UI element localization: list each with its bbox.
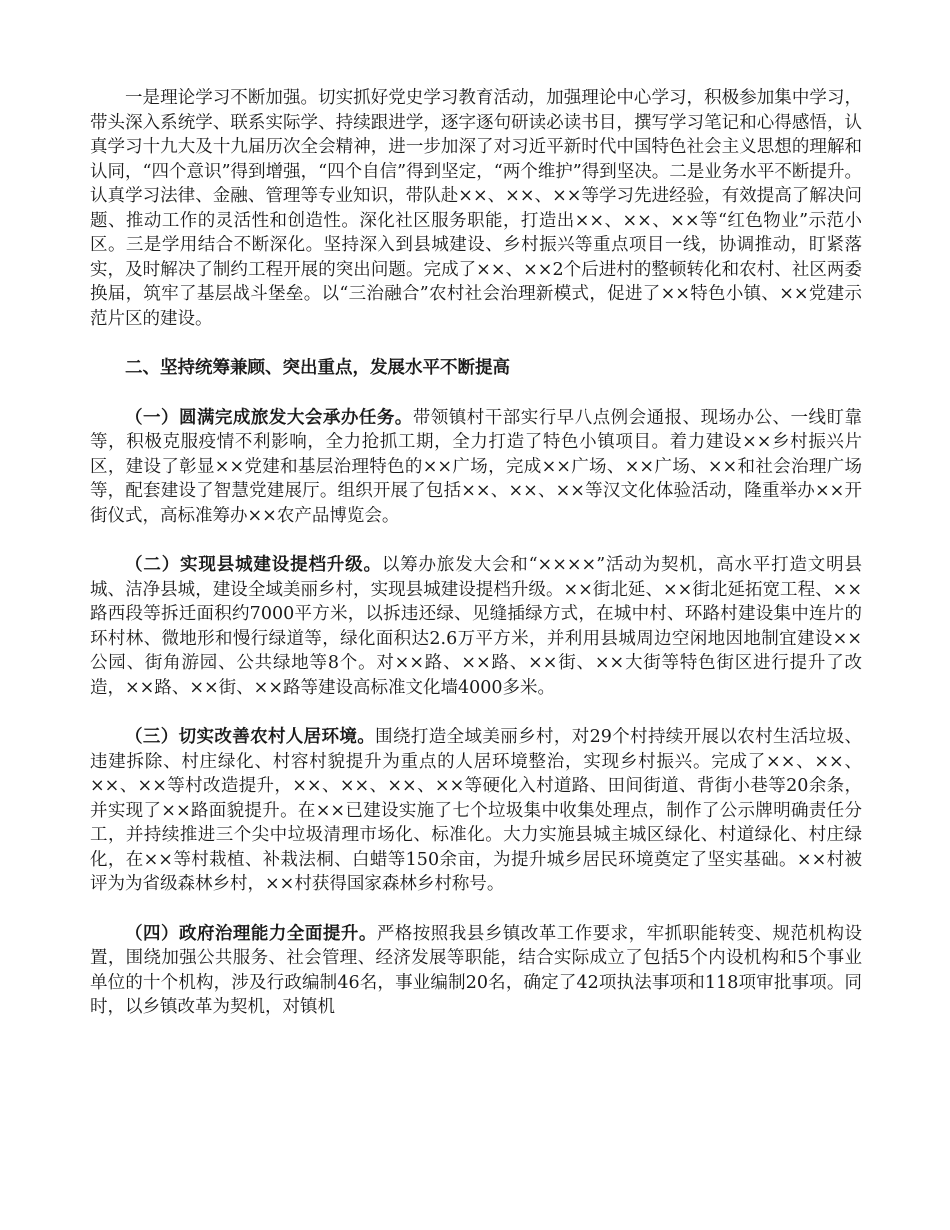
section-paragraph-3	[90, 725, 862, 897]
section-paragraph-4	[90, 922, 862, 1020]
paragraph-lead: （四）政府治理能力全面提升。	[125, 923, 377, 944]
paragraph-body: 围绕打造全域美丽乡村，对29个村持续开展以农村生活垃圾、违建拆除、村庄绿化、村容村貌提升为重点的人居环境整治，实现乡村振兴。完成了××、××、××、××等村改造提升，××、××、××、××等硬化入村道路、田间街道、背街小巷等20余条，并实现了××路面貌提升。在××已建设实施了七个垃圾集中收集处理点，制作了公示牌明确责任分工，并持续推进三个尖中垃圾清理市场化、标准化。大力实施县城主城区绿化、村道绿化、村庄绿化，在××等村栽植、补栽法桐、白蜡等150余亩，为提升城乡居民环境奠定了坚实基础。××村被评为为省级森林乡村，××村获得国家森林乡村称号。	[90, 727, 862, 894]
paragraph-lead: （三）切实改善农村人居环境。	[125, 727, 376, 747]
paragraph-lead: （二）实现县城建设提档升级。	[125, 555, 382, 575]
section-paragraph-1	[90, 406, 862, 529]
paragraph-body: 带领镇村干部实行早八点例会通报、现场办公、一线盯靠等，积极克服疫情不利影响，全力抢抓工期，全力打造了特色小镇项目。着力建设××乡村振兴片区，建设了彰显××党建和基层治理特色的××广场，完成××广场、××广场、××和社会治理广场等，配套建设了智慧党建展厅。组织开展了包括××、××、××等汉文化体验活动，隆重举办××开街仪式，高标准筹办××农产品博览会。	[90, 407, 863, 526]
paragraph-body: 以筹办旅发大会和“××××”活动为契机，高水平打造文明县城、洁净县城，建设全域美丽乡村，实现县城建设提档升级。××街北延、××街北延拓宽工程、××路西段等拆迁面积约7000平方米，以拆违还绿、见缝插绿方式，在城中村、环路村建设集中连片的环村林、微地形和慢行绿道等，绿化面积达2.6万平方米，并利用县城周边空闲地因地制宜建设××公园、街角游园、公共绿地等8个。对××路、××路、××街、××大街等特色街区进行提升了改造，××路、××街、××路等建设高标准文化墙4000多米。	[90, 555, 862, 698]
section-paragraph-2	[90, 553, 862, 700]
intro-paragraph: 一是理论学习不断加强。切实抓好党史学习教育活动，加强理论中心学习，积极参加集中学习，带头深入系统学、联系实际学、持续跟进学，逐字逐句研读必读书目，撰写学习笔记和心得感悟，认真学习十九大及十九届历次全会精神，进一步加深了对习近平新时代中国特色社会主义思想的理解和认同，“四个意识”得到增强，“四个自信”得到坚定，“两个维护”得到坚决。二是业务水平不断提升。认真学习法律、金融、管理等专业知识，带队赴××、××、××等学习先进经验，有效提高了解决问题、推动工作的灵活性和创造性。深化社区服务职能，打造出××、××、××等“红色物业”示范小区。三是学用结合不断深化。坚持深入到县城建设、乡村振兴等重点项目一线，协调推动，盯紧落实，及时解决了制约工程开展的突出问题。完成了××、××2个后进村的整顿转化和农村、社区两委换届，筑牢了基层战斗堡垒。以“三治融合”农村社会治理新模式，促进了××特色小镇、××党建示范片区的建设。	[90, 88, 862, 329]
paragraph-lead: （一）圆满完成旅发大会承办任务。	[125, 407, 413, 428]
paragraph-body: 严格按照我县乡镇改革工作要求，牢抓职能转变、规范机构设置，围绕加强公共服务、社会管理、经济发展等职能，结合实际成立了包括5个内设机构和5个事业单位的十个机构，涉及行政编制46名，事业编制20名，确定了42项执法事项和118项审批事项。同时，以乡镇改革为契机，对镇机	[90, 923, 863, 1017]
section-heading: 二、坚持统筹兼顾、突出重点，发展水平不断提高	[125, 358, 510, 378]
